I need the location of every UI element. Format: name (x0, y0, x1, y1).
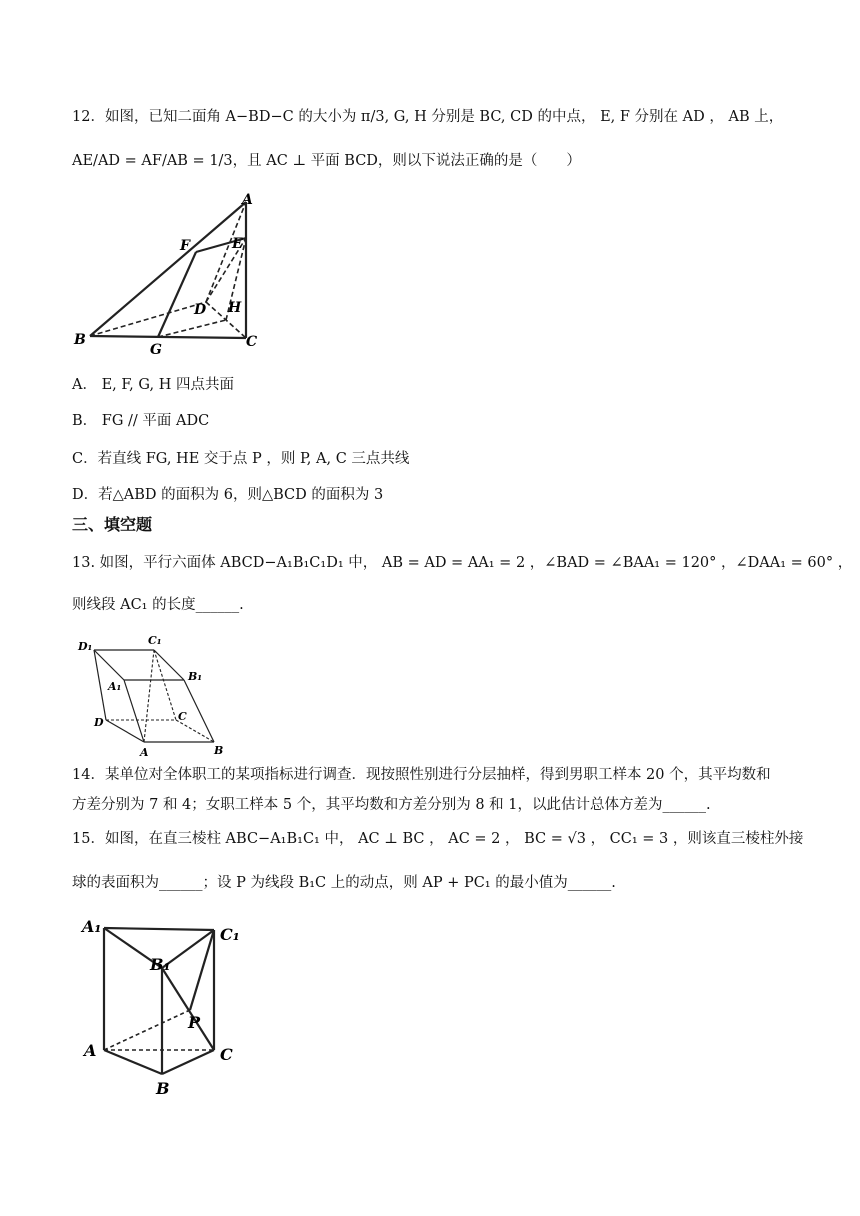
q12-line2: AE/AD = AF/AB = 1/3，且 AC ⊥ 平面 BCD，则以下说法正确的是（ ） (72, 153, 581, 169)
q15-line2: 球的表面积为______；设 P 为线段 B₁C 上的动点，则 AP + PC₁ 的最小值为______. (72, 875, 616, 891)
q12-label-d: D (194, 302, 207, 318)
q13-line1: 13. 如图，平行六面体 ABCD−A₁B₁C₁D₁ 中， AB = AD = AA₁ = 2 ，∠BAD = ∠BAA₁ = 120° ，∠DAA₁ = 60° ， (72, 555, 853, 571)
q12-option-a: A． E, F, G, H 四点共面 (72, 377, 234, 393)
q12-option-c: C．若直线 FG, HE 交于点 P ，则 P, A, C 三点共线 (72, 451, 410, 467)
q12-label-c: C (246, 334, 258, 350)
q15-label-b: B (156, 1079, 170, 1098)
q12-label-f: F (180, 238, 190, 254)
section-title: 三、填空题 (72, 515, 153, 534)
q13-label-d1: D₁ (78, 640, 93, 653)
q15-label-a1: A₁ (82, 917, 102, 936)
q13-label-b: B (214, 744, 224, 757)
q13-figure (72, 632, 232, 758)
q13-label-c1: C₁ (148, 634, 162, 647)
q12-label-b: B (74, 332, 86, 348)
q12-figure (72, 190, 272, 360)
q12-label-a: A (242, 192, 253, 208)
q15-label-b1: B₁ (150, 955, 171, 974)
q15-figure (78, 910, 258, 1100)
q12-option-d: D．若△ABD 的面积为 6，则△BCD 的面积为 3 (72, 487, 384, 503)
q13-label-d: D (94, 716, 104, 729)
q12-label-e: E (232, 236, 243, 252)
q15-label-a: A (84, 1041, 97, 1060)
q13-label-c: C (178, 710, 187, 723)
q13-label-a1: A₁ (108, 680, 122, 693)
q13-label-b1: B₁ (188, 670, 203, 683)
q12-line1: 12．如图，已知二面角 A−BD−C 的大小为 π/3, G, H 分别是 BC, CD 的中点， E, F 分别在 AD ， AB 上， (72, 109, 784, 125)
q15-label-c: C (220, 1045, 233, 1064)
q14-line2: 方差分别为 7 和 4；女职工样本 5 个，其平均数和方差分别为 8 和 1，以此估计总体方差为______. (72, 797, 711, 813)
q15-line1: 15．如图，在直三棱柱 ABC−A₁B₁C₁ 中， AC ⊥ BC ， AC = 2 ， BC = √3 ， CC₁ = 3 ，则该直三棱柱外接 (72, 831, 804, 847)
q12-option-b: B． FG // 平面 ADC (72, 413, 210, 429)
q13-label-a: A (140, 746, 149, 758)
q13-line2: 则线段 AC₁ 的长度______. (72, 597, 244, 613)
q14-line1: 14．某单位对全体职工的某项指标进行调查．现按照性别进行分层抽样，得到男职工样本 20 个，其平均数和 (72, 767, 771, 783)
q12-label-h: H (228, 300, 242, 316)
q12-label-g: G (150, 342, 162, 358)
q15-label-p: P (188, 1013, 201, 1032)
q15-label-c1: C₁ (220, 925, 240, 944)
